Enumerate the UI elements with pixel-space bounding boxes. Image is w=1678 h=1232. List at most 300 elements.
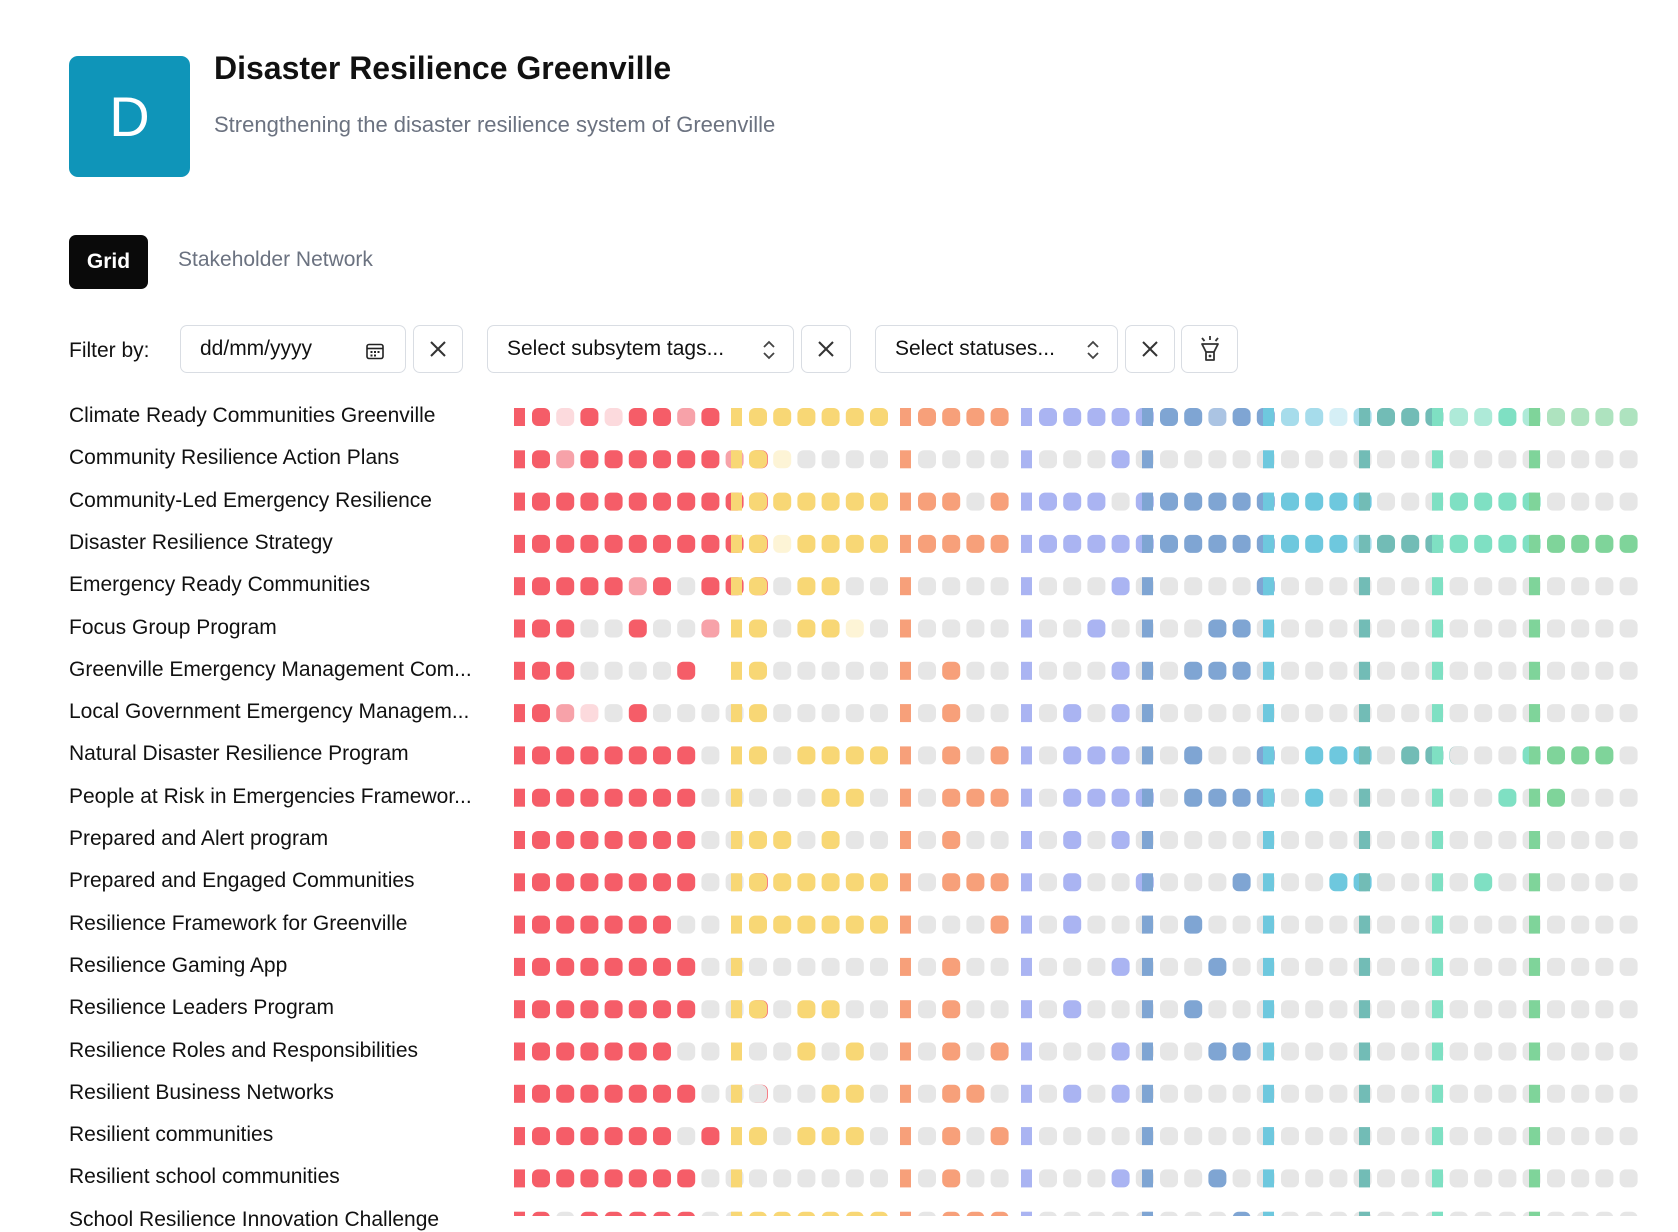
grid-cell[interactable] [966,873,984,891]
grid-cell[interactable] [797,1169,815,1187]
grid-cell[interactable] [1474,493,1492,511]
grid-cell[interactable] [822,1000,840,1018]
grid-cell[interactable] [1112,789,1130,807]
grid-cell[interactable] [1233,916,1251,934]
grid-cell[interactable] [870,620,888,638]
grid-cell[interactable] [797,620,815,638]
grid-cell[interactable] [942,789,960,807]
grid-cell[interactable] [822,1212,840,1216]
grid-cell[interactable] [1620,1212,1638,1216]
grid-cell[interactable] [605,577,623,595]
grid-cell[interactable] [1620,704,1638,722]
grid-cell[interactable] [1039,1127,1057,1145]
grid-cell[interactable] [1547,620,1565,638]
grid-cell[interactable] [1208,1169,1226,1187]
grid-cell[interactable] [991,535,1009,553]
grid-cell[interactable] [1474,1000,1492,1018]
grid-cell[interactable] [1329,450,1347,468]
grid-cell[interactable] [1039,1169,1057,1187]
grid-cell[interactable] [605,662,623,680]
grid-cell[interactable] [629,873,647,891]
grid-cell[interactable] [1208,704,1226,722]
grid-cell[interactable] [677,450,695,468]
grid-cell[interactable] [677,1169,695,1187]
grid-cell[interactable] [797,662,815,680]
grid-cell[interactable] [870,1212,888,1216]
grid-cell[interactable] [1233,493,1251,511]
grid-cell[interactable] [846,450,864,468]
grid-cell[interactable] [966,493,984,511]
grid-cell[interactable] [653,746,671,764]
grid-cell[interactable] [1281,831,1299,849]
grid-cell[interactable] [1160,1127,1178,1145]
grid-cell[interactable] [846,704,864,722]
grid-cell[interactable] [1233,1212,1251,1216]
grid-cell[interactable] [1571,958,1589,976]
grid-cell[interactable] [1039,789,1057,807]
grid-cell[interactable] [532,746,550,764]
grid-cell[interactable] [653,450,671,468]
grid-cell[interactable] [773,704,791,722]
grid-cell[interactable] [1595,1000,1613,1018]
grid-cell[interactable] [1595,1085,1613,1103]
grid-cell[interactable] [1498,535,1516,553]
grid-cell[interactable] [1498,704,1516,722]
grid-cell[interactable] [1233,450,1251,468]
grid-cell[interactable] [1160,620,1178,638]
grid-cell[interactable] [580,662,598,680]
grid-cell[interactable] [629,493,647,511]
grid-cell[interactable] [942,873,960,891]
grid-cell[interactable] [1498,577,1516,595]
grid-cell[interactable] [677,746,695,764]
grid-cell[interactable] [1377,450,1395,468]
grid-cell[interactable] [1112,916,1130,934]
grid-cell[interactable] [532,1169,550,1187]
grid-cell[interactable] [701,746,719,764]
grid-cell[interactable] [605,1000,623,1018]
grid-cell[interactable] [1595,1127,1613,1145]
grid-cell[interactable] [1498,493,1516,511]
grid-cell[interactable] [1498,831,1516,849]
grid-cell[interactable] [1063,408,1081,426]
grid-cell[interactable] [556,408,574,426]
grid-cell[interactable] [966,1169,984,1187]
grid-cell[interactable] [942,620,960,638]
grid-cell[interactable] [1160,408,1178,426]
grid-cell[interactable] [1305,493,1323,511]
grid-cell[interactable] [1401,1212,1419,1216]
grid-cell[interactable] [556,704,574,722]
grid-cell[interactable] [870,746,888,764]
grid-cell[interactable] [1329,493,1347,511]
grid-cell[interactable] [1305,916,1323,934]
grid-cell[interactable] [1595,408,1613,426]
grid-cell[interactable] [749,1212,767,1216]
grid-cell[interactable] [918,1043,936,1061]
grid-cell[interactable] [1547,1169,1565,1187]
tab-grid[interactable]: Grid [69,235,148,289]
grid-cell[interactable] [1112,620,1130,638]
grid-cell[interactable] [677,620,695,638]
grid-cell[interactable] [580,789,598,807]
grid-cell[interactable] [1620,450,1638,468]
grid-cell[interactable] [556,958,574,976]
grid-cell[interactable] [629,831,647,849]
grid-cell[interactable] [580,1212,598,1216]
grid-cell[interactable] [1087,577,1105,595]
grid-cell[interactable] [1281,704,1299,722]
grid-cell[interactable] [1450,1000,1468,1018]
grid-cell[interactable] [846,662,864,680]
grid-cell[interactable] [1160,1212,1178,1216]
grid-cell[interactable] [1281,1169,1299,1187]
grid-cell[interactable] [532,408,550,426]
grid-cell[interactable] [773,958,791,976]
grid-cell[interactable] [580,1085,598,1103]
grid-cell[interactable] [1547,662,1565,680]
grid-cell[interactable] [1401,958,1419,976]
grid-cell[interactable] [991,620,1009,638]
grid-cell[interactable] [822,958,840,976]
grid-cell[interactable] [1281,789,1299,807]
grid-cell[interactable] [677,704,695,722]
grid-cell[interactable] [556,1212,574,1216]
grid-cell[interactable] [1450,1043,1468,1061]
grid-cell[interactable] [605,1085,623,1103]
grid-cell[interactable] [1595,1169,1613,1187]
grid-cell[interactable] [1329,1000,1347,1018]
grid-cell[interactable] [1547,704,1565,722]
grid-cell[interactable] [870,1127,888,1145]
grid-cell[interactable] [1112,1043,1130,1061]
row-label[interactable]: Local Government Emergency Managem... [69,700,470,724]
grid-cell[interactable] [1305,958,1323,976]
grid-cell[interactable] [1498,662,1516,680]
grid-cell[interactable] [1377,873,1395,891]
grid-cell[interactable] [1208,1043,1226,1061]
grid-cell[interactable] [846,958,864,976]
grid-cell[interactable] [1305,789,1323,807]
grid-cell[interactable] [870,789,888,807]
grid-cell[interactable] [1208,958,1226,976]
grid-cell[interactable] [846,1127,864,1145]
grid-cell[interactable] [846,746,864,764]
grid-cell[interactable] [1401,831,1419,849]
grid-cell[interactable] [991,789,1009,807]
grid-cell[interactable] [1498,408,1516,426]
grid-cell[interactable] [1305,704,1323,722]
row-label[interactable]: Community Resilience Action Plans [69,446,400,470]
grid-cell[interactable] [1450,746,1468,764]
grid-cell[interactable] [870,831,888,849]
grid-cell[interactable] [1063,789,1081,807]
grid-cell[interactable] [749,746,767,764]
grid-cell[interactable] [629,789,647,807]
tab-stakeholder-network[interactable]: Stakeholder Network [178,248,373,271]
grid-cell[interactable] [1401,746,1419,764]
grid-cell[interactable] [1184,789,1202,807]
grid-cell[interactable] [1620,1043,1638,1061]
grid-cell[interactable] [1498,620,1516,638]
grid-cell[interactable] [1377,535,1395,553]
grid-cell[interactable] [1595,704,1613,722]
grid-cell[interactable] [966,620,984,638]
grid-cell[interactable] [870,1085,888,1103]
grid-cell[interactable] [822,493,840,511]
grid-cell[interactable] [653,1212,671,1216]
grid-cell[interactable] [1377,408,1395,426]
grid-cell[interactable] [532,1085,550,1103]
grid-cell[interactable] [1184,1127,1202,1145]
grid-cell[interactable] [1571,1085,1589,1103]
grid-cell[interactable] [701,620,719,638]
grid-cell[interactable] [1329,620,1347,638]
grid-cell[interactable] [1377,1085,1395,1103]
grid-cell[interactable] [846,493,864,511]
grid-cell[interactable] [1087,704,1105,722]
grid-cell[interactable] [942,1043,960,1061]
grid-cell[interactable] [580,493,598,511]
grid-cell[interactable] [1039,1000,1057,1018]
grid-cell[interactable] [1039,831,1057,849]
grid-cell[interactable] [991,1127,1009,1145]
grid-cell[interactable] [677,1000,695,1018]
grid-cell[interactable] [1571,535,1589,553]
grid-cell[interactable] [773,577,791,595]
grid-cell[interactable] [797,535,815,553]
grid-cell[interactable] [1474,873,1492,891]
grid-cell[interactable] [1401,789,1419,807]
grid-cell[interactable] [1087,746,1105,764]
grid-cell[interactable] [1063,1043,1081,1061]
grid-cell[interactable] [556,789,574,807]
grid-cell[interactable] [822,831,840,849]
row-label[interactable]: Focus Group Program [69,615,277,639]
grid-cell[interactable] [822,873,840,891]
grid-cell[interactable] [942,662,960,680]
grid-cell[interactable] [966,916,984,934]
row-label[interactable]: Prepared and Engaged Communities [69,869,415,893]
grid-cell[interactable] [1571,577,1589,595]
grid-cell[interactable] [701,831,719,849]
grid-cell[interactable] [556,1043,574,1061]
grid-cell[interactable] [1208,1212,1226,1216]
grid-cell[interactable] [991,1000,1009,1018]
grid-cell[interactable] [1184,1212,1202,1216]
grid-cell[interactable] [1377,577,1395,595]
grid-cell[interactable] [1233,408,1251,426]
grid-cell[interactable] [1329,662,1347,680]
grid-cell[interactable] [1595,1043,1613,1061]
grid-cell[interactable] [1184,1085,1202,1103]
grid-cell[interactable] [701,408,719,426]
grid-cell[interactable] [1401,1085,1419,1103]
grid-cell[interactable] [942,1127,960,1145]
grid-cell[interactable] [1112,704,1130,722]
grid-cell[interactable] [1595,958,1613,976]
grid-cell[interactable] [653,1085,671,1103]
grid-cell[interactable] [918,450,936,468]
grid-cell[interactable] [701,535,719,553]
grid-cell[interactable] [1208,493,1226,511]
grid-cell[interactable] [556,577,574,595]
grid-cell[interactable] [991,1043,1009,1061]
grid-cell[interactable] [846,1169,864,1187]
grid-cell[interactable] [942,958,960,976]
grid-cell[interactable] [1087,1000,1105,1018]
grid-cell[interactable] [870,1043,888,1061]
grid-cell[interactable] [1087,450,1105,468]
grid-cell[interactable] [653,704,671,722]
grid-cell[interactable] [1571,916,1589,934]
grid-cell[interactable] [629,662,647,680]
grid-cell[interactable] [677,958,695,976]
grid-cell[interactable] [1184,577,1202,595]
grid-cell[interactable] [1087,1127,1105,1145]
grid-cell[interactable] [773,1043,791,1061]
grid-cell[interactable] [1305,450,1323,468]
grid-cell[interactable] [605,535,623,553]
grid-cell[interactable] [653,831,671,849]
grid-cell[interactable] [918,535,936,553]
grid-cell[interactable] [1329,1127,1347,1145]
grid-cell[interactable] [1620,1000,1638,1018]
grid-cell[interactable] [1595,916,1613,934]
grid-cell[interactable] [1281,1127,1299,1145]
row-label[interactable]: Resilience Leaders Program [69,996,334,1020]
grid-cell[interactable] [1498,873,1516,891]
grid-cell[interactable] [1208,620,1226,638]
grid-cell[interactable] [1112,958,1130,976]
grid-cell[interactable] [822,450,840,468]
grid-cell[interactable] [1039,620,1057,638]
grid-cell[interactable] [1498,1043,1516,1061]
grid-cell[interactable] [605,1043,623,1061]
grid-cell[interactable] [1547,535,1565,553]
grid-cell[interactable] [1571,450,1589,468]
grid-cell[interactable] [1160,831,1178,849]
grid-cell[interactable] [653,789,671,807]
grid-cell[interactable] [1620,958,1638,976]
grid-cell[interactable] [629,1212,647,1216]
grid-cell[interactable] [629,1169,647,1187]
grid-cell[interactable] [677,831,695,849]
grid-cell[interactable] [991,662,1009,680]
grid-cell[interactable] [556,1000,574,1018]
grid-cell[interactable] [1281,620,1299,638]
grid-cell[interactable] [1547,958,1565,976]
grid-cell[interactable] [1329,916,1347,934]
grid-cell[interactable] [1305,746,1323,764]
grid-cell[interactable] [1450,704,1468,722]
grid-cell[interactable] [1571,620,1589,638]
grid-cell[interactable] [653,535,671,553]
grid-cell[interactable] [556,873,574,891]
grid-cell[interactable] [677,408,695,426]
grid-cell[interactable] [846,789,864,807]
grid-cell[interactable] [1547,1127,1565,1145]
grid-cell[interactable] [629,1085,647,1103]
grid-cell[interactable] [1547,577,1565,595]
grid-cell[interactable] [653,408,671,426]
grid-cell[interactable] [1087,662,1105,680]
grid-cell[interactable] [1547,746,1565,764]
grid-cell[interactable] [1450,1212,1468,1216]
grid-cell[interactable] [1112,662,1130,680]
grid-cell[interactable] [773,450,791,468]
grid-cell[interactable] [1281,1085,1299,1103]
grid-cell[interactable] [966,746,984,764]
grid-cell[interactable] [1571,704,1589,722]
grid-cell[interactable] [1233,1043,1251,1061]
grid-cell[interactable] [532,450,550,468]
grid-cell[interactable] [532,831,550,849]
grid-cell[interactable] [1063,916,1081,934]
grid-cell[interactable] [677,873,695,891]
grid-cell[interactable] [1208,789,1226,807]
grid-cell[interactable] [556,1085,574,1103]
grid-cell[interactable] [1474,1169,1492,1187]
grid-cell[interactable] [1184,535,1202,553]
grid-cell[interactable] [1377,916,1395,934]
grid-cell[interactable] [773,1085,791,1103]
grid-cell[interactable] [1571,1212,1589,1216]
grid-cell[interactable] [1208,873,1226,891]
grid-cell[interactable] [1329,704,1347,722]
grid-cell[interactable] [1620,831,1638,849]
grid-cell[interactable] [1450,493,1468,511]
grid-cell[interactable] [1595,493,1613,511]
grid-cell[interactable] [1401,1043,1419,1061]
grid-cell[interactable] [749,620,767,638]
grid-cell[interactable] [1087,1043,1105,1061]
grid-cell[interactable] [1450,620,1468,638]
grid-cell[interactable] [1498,1085,1516,1103]
grid-cell[interactable] [1498,789,1516,807]
grid-cell[interactable] [1377,1000,1395,1018]
grid-cell[interactable] [870,577,888,595]
grid-cell[interactable] [629,1000,647,1018]
grid-cell[interactable] [1620,789,1638,807]
grid-cell[interactable] [1184,408,1202,426]
grid-cell[interactable] [1329,1169,1347,1187]
grid-cell[interactable] [1063,1212,1081,1216]
grid-cell[interactable] [846,535,864,553]
grid-cell[interactable] [966,958,984,976]
grid-cell[interactable] [580,746,598,764]
grid-cell[interactable] [797,1085,815,1103]
grid-cell[interactable] [870,408,888,426]
grid-cell[interactable] [1450,831,1468,849]
grid-cell[interactable] [918,873,936,891]
row-label[interactable]: Resilience Roles and Responsibilities [69,1038,419,1062]
grid-cell[interactable] [846,916,864,934]
grid-cell[interactable] [797,450,815,468]
grid-cell[interactable] [846,1000,864,1018]
grid-cell[interactable] [846,1043,864,1061]
grid-cell[interactable] [1305,873,1323,891]
grid-cell[interactable] [870,916,888,934]
grid-cell[interactable] [605,1169,623,1187]
grid-cell[interactable] [1112,873,1130,891]
grid-cell[interactable] [918,620,936,638]
grid-cell[interactable] [532,873,550,891]
grid-cell[interactable] [1620,1085,1638,1103]
grid-cell[interactable] [942,704,960,722]
grid-cell[interactable] [1087,535,1105,553]
grid-cell[interactable] [1547,831,1565,849]
